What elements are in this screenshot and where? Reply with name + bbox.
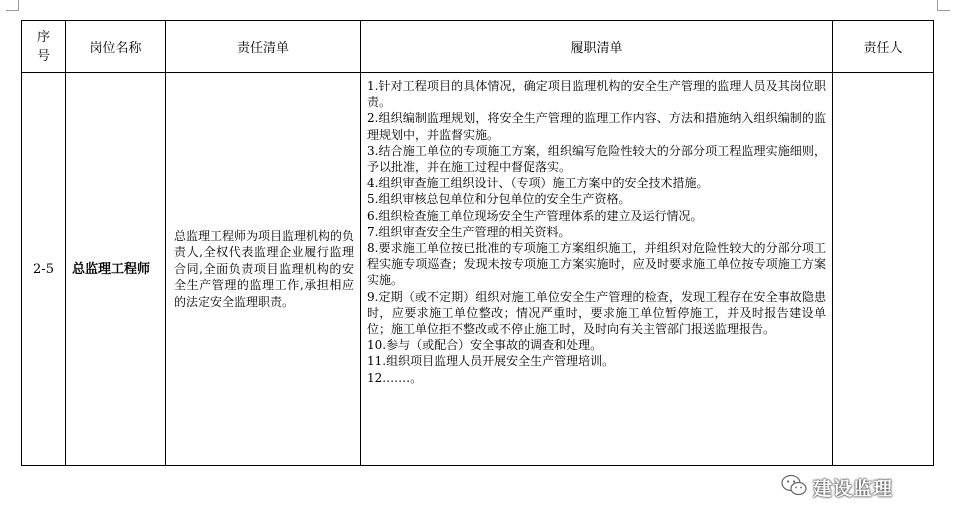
- duty-item: 1.针对工程项目的具体情况，确定项目监理机构的安全生产管理的监理人员及其岗位职责。: [367, 79, 826, 110]
- header-num-label: 序号: [36, 29, 50, 64]
- row-num: 2-5: [22, 73, 66, 466]
- page-corner-mark-right: [937, 0, 950, 11]
- wechat-icon: [781, 474, 807, 500]
- header-num: [22, 21, 66, 73]
- row-responsibility: [166, 73, 361, 466]
- table-row: [22, 73, 934, 466]
- header-name: 岗位名称: [66, 21, 166, 73]
- watermark: [781, 472, 893, 502]
- duty-item: 11.组织项目监理人员开展安全生产管理培训。: [367, 354, 615, 369]
- duty-item: 3.结合施工单位的专项施工方案，组织编写危险性较大的分部分项工程监理实施细则，予以批准，并在施工过程中督促落实。: [367, 143, 826, 175]
- duty-item: 12.……。: [367, 370, 423, 385]
- duty-item: 4.组织审查施工组织设计、（专项）施工方案中的安全技术措施。: [367, 176, 709, 191]
- duty-item: 8.要求施工单位按已批准的专项施工方案组织施工，并组织对危险性较大的分部分项工程实施专项巡查；发现未按专项施工方案实施时，应及时要求施工单位按专项施工方案实施。: [367, 241, 826, 288]
- duty-item: 7.组织审查安全生产管理的相关资料。: [367, 224, 571, 239]
- duty-item: 6.组织检查施工单位现场安全生产管理体系的建立及运行情况。: [367, 208, 703, 223]
- duty-item: 9.定期（或不定期）组织对施工单位安全生产管理的检查，发现工程存在安全事故隐患时，应要求施工单位整改；情况严重时，要求施工单位暂停施工，并及时报告建设单位；施工单位拒不整改或不停止施工时，及时向有关主管部门报送监理报告。: [367, 289, 826, 337]
- header-duties: 履职清单: [361, 21, 833, 73]
- page-corner-mark-left: [6, 0, 19, 11]
- row-duties: [361, 73, 833, 466]
- duty-table: [21, 20, 934, 466]
- duty-item: 5.组织审核总包单位和分包单位的安全生产资格。: [367, 192, 631, 207]
- header-responsibility: 责任清单: [166, 21, 361, 73]
- duty-list: [361, 73, 832, 386]
- header-row: [22, 21, 934, 73]
- watermark-text: 建设监理: [813, 477, 894, 500]
- duty-item: 2.组织编制监理规划，将安全生产管理的监理工作内容、方法和措施纳入组织编制的监理规划中，并监督实施。: [367, 111, 826, 142]
- responsibility-text: 总监理工程师为项目监理机构的负责人,全权代表监理企业履行监理合同,全面负责项目监理机构的安全生产管理的监理工作,承担相应的法定安全监理职责。: [174, 228, 355, 309]
- duty-item: 10.参与（或配合）安全事故的调查和处理。: [367, 338, 603, 353]
- row-person: [833, 73, 934, 466]
- row-position-name: 总监理工程师: [66, 73, 166, 466]
- header-person: 责任人: [833, 21, 934, 73]
